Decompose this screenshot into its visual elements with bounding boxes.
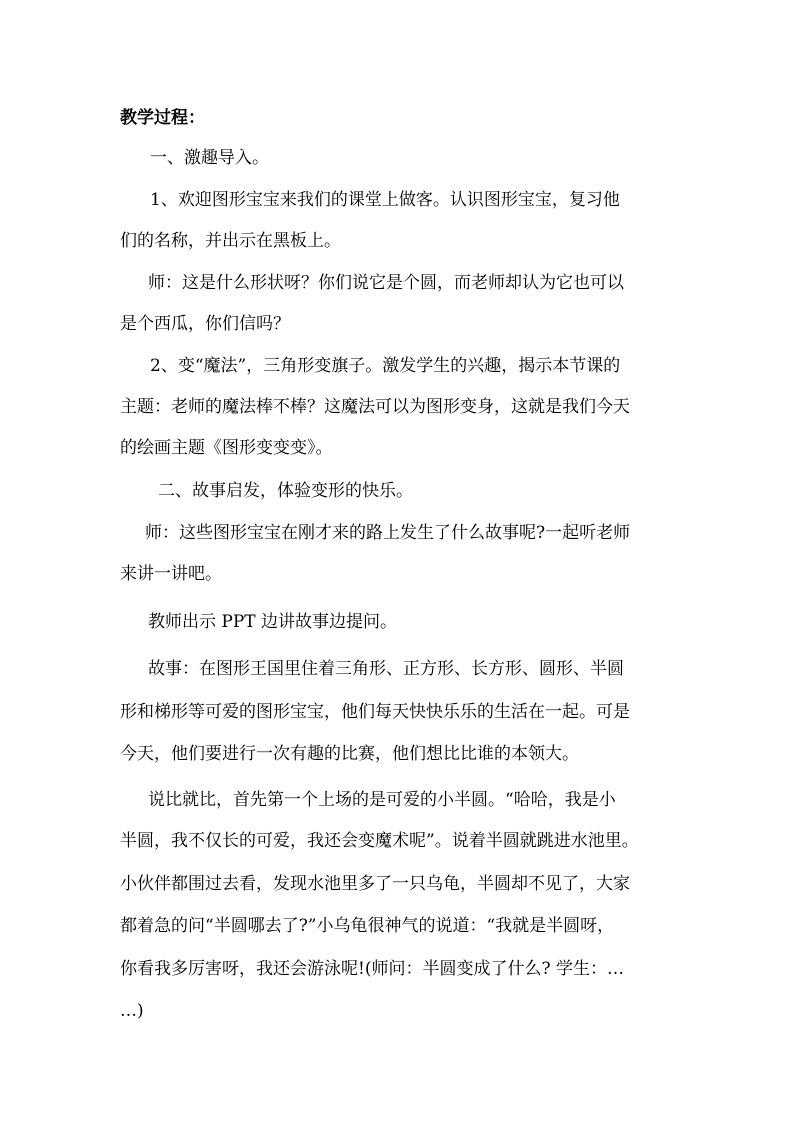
section-1-title: 一、激趣导入。 xyxy=(150,148,269,168)
paragraph-1-line-2: 们的名称，并出示在黑板上。 xyxy=(120,231,341,251)
paragraph-1-line-1: 1、欢迎图形宝宝来我们的课堂上做客。认识图形宝宝，复习他 xyxy=(150,190,620,210)
paragraph-3-line-3: 的绘画主题《图形变变变》。 xyxy=(120,438,333,458)
paragraph-6-line-2: 形和梯形等可爱的图形宝宝，他们每天快快乐乐的生活在一起。可是 xyxy=(120,702,630,722)
paragraph-7-line-1: 说比就比，首先第一个上场的是可爱的小半圆。“哈哈，我是小 xyxy=(148,790,616,810)
paragraph-2-line-1: 师：这是什么形状呀？你们说它是个圆，而老师却认为它也可以 xyxy=(148,273,624,293)
paragraph-7-line-3: 小伙伴都围过去看，发现水池里多了一只乌龟，半圆却不见了，大家 xyxy=(120,874,630,894)
section-2-title: 二、故事启发，体验变形的快乐。 xyxy=(158,481,413,501)
paragraph-7-line-6: …) xyxy=(120,1001,144,1021)
paragraph-6-line-3: 今天，他们要进行一次有趣的比赛，他们想比比谁的本领大。 xyxy=(120,744,579,764)
paragraph-7-line-4: 都着急的问“半圆哪去了?”小乌龟很神气的说道：“我就是半圆呀， xyxy=(120,916,615,936)
paragraph-3-line-1: 2、变“魔法”，三角形变旗子。激发学生的兴趣，揭示本节课的 xyxy=(150,356,621,376)
paragraph-6-line-1: 故事：在图形王国里住着三角形、正方形、长方形、圆形、半圆 xyxy=(148,659,624,679)
paragraph-5-line-1: 教师出示 PPT 边讲故事边提问。 xyxy=(148,612,398,632)
lesson-process-heading: 教学过程： xyxy=(120,108,205,128)
paragraph-7-line-2: 半圆，我不仅长的可爱，我还会变魔术呢”。说着半圆就跳进水池里。 xyxy=(120,831,639,851)
paragraph-4-line-2: 来讲一讲吧。 xyxy=(120,564,222,584)
paragraph-2-line-2: 是个西瓜，你们信吗？ xyxy=(120,314,290,334)
paragraph-4-line-1: 师：这些图形宝宝在刚才来的路上发生了什么故事呢?一起听老师 xyxy=(145,523,631,543)
paragraph-7-line-5: 你看我多厉害呀，我还会游泳呢!(师问：半圆变成了什么? 学生：… xyxy=(120,959,624,979)
paragraph-3-line-2: 主题：老师的魔法棒不棒？这魔法可以为图形变身，这就是我们今天 xyxy=(120,397,630,417)
